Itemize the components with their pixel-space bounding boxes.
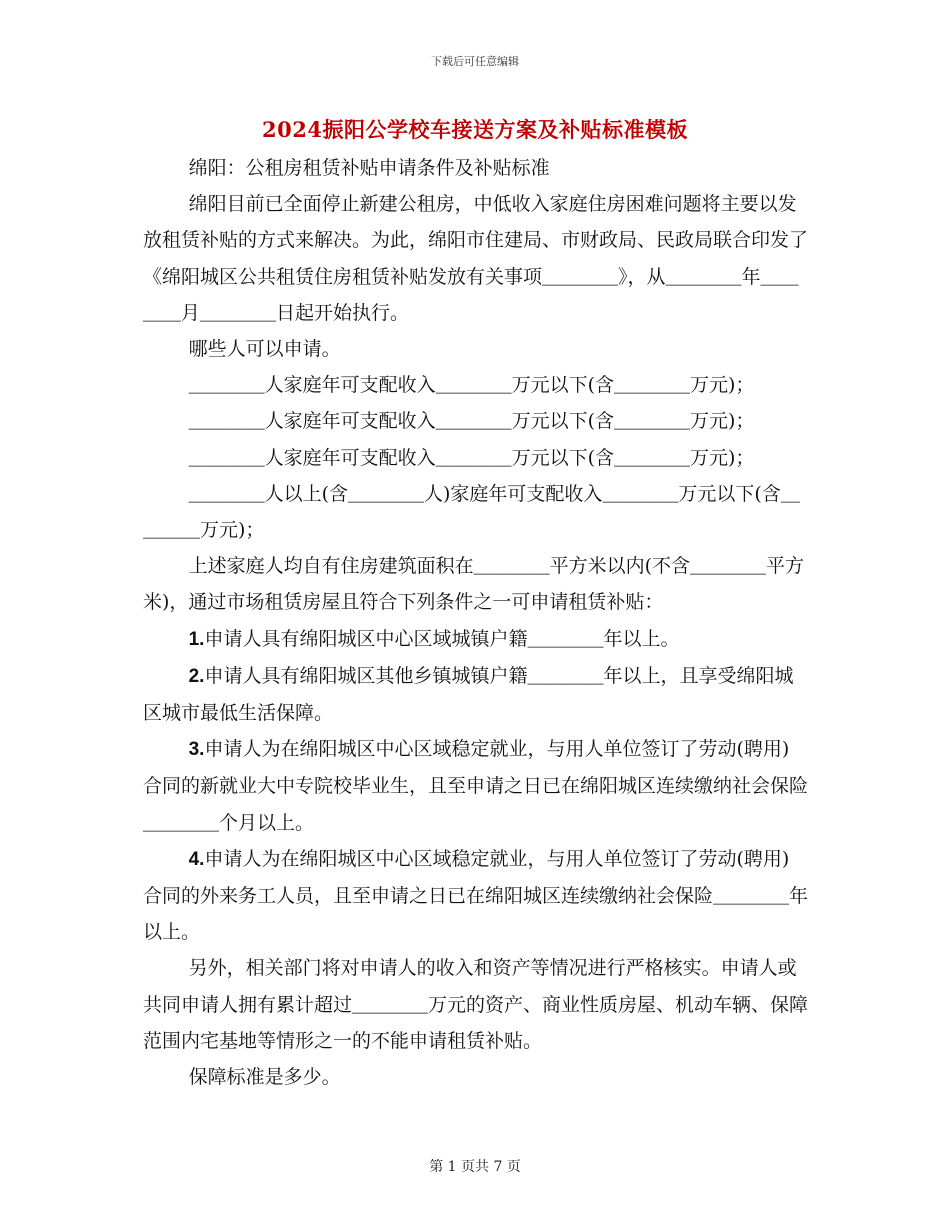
item-text: 申请人为在绵阳城区中心区域稳定就业，与用人单位签订了劳动(聘用)合同的新就业大中专院校毕业生，且至申请之日已在绵阳城区连续缴纳社会保险＿＿＿＿个月以上。	[143, 738, 809, 834]
item-text: 申请人为在绵阳城区中心区域稳定就业，与用人单位签订了劳动(聘用)合同的外来务工人员，且至申请之日已在绵阳城区连续缴纳社会保险＿＿＿＿年以上。	[143, 847, 809, 944]
paragraph-who-can-apply: 哪些人可以申请。	[188, 338, 341, 361]
paragraph-income-1: ＿＿＿＿人家庭年可支配收入＿＿＿＿万元以下(含＿＿＿＿万元)；	[188, 374, 755, 397]
list-item	[143, 731, 808, 841]
item-number: 2.	[188, 665, 205, 687]
list-item	[143, 841, 808, 951]
item-number: 3.	[188, 739, 205, 761]
item-text: 申请人具有绵阳城区中心区域城镇户籍＿＿＿＿年以上。	[204, 627, 680, 650]
document-body	[143, 150, 808, 1095]
paragraph-income-3: ＿＿＿＿人家庭年可支配收入＿＿＿＿万元以下(含＿＿＿＿万元)；	[188, 446, 755, 469]
item-text: 申请人具有绵阳城区其他乡镇城镇户籍＿＿＿＿年以上，且享受绵阳城区城市最低生活保障。	[143, 664, 794, 725]
page-footer: 第 1 页共 7 页	[429, 1159, 521, 1175]
paragraph-verification: 另外，相关部门将对申请人的收入和资产等情况进行严格核实。申请人或共同申请人拥有累计超过＿＿＿＿万元的资产、商业性质房屋、机动车辆、保障范围内宅基地等情形之一的不能申请租赁补贴。	[143, 957, 809, 1052]
item-number: 1.	[188, 628, 205, 650]
paragraph-income-2: ＿＿＿＿人家庭年可支配收入＿＿＿＿万元以下(含＿＿＿＿万元)；	[188, 410, 755, 433]
paragraph-income-4: ＿＿＿＿人以上(含＿＿＿＿人)家庭年可支配收入＿＿＿＿万元以下(含＿＿＿＿万元)；	[143, 482, 800, 542]
paragraph-subtitle: 绵阳：公租房租赁补贴申请条件及补贴标准	[188, 157, 550, 179]
paragraph-standard-question: 保障标准是多少。	[188, 1066, 341, 1089]
list-item	[143, 658, 808, 731]
list-item	[143, 621, 808, 658]
item-number: 4.	[188, 848, 205, 870]
paragraph-conditions: 上述家庭人均自有住房建筑面积在＿＿＿＿平方米以内(不含＿＿＿＿平方米)，通过市场租赁房屋且符合下列条件之一可申请租赁补贴：	[143, 555, 805, 614]
document-title: 2024振阳公学校车接送方案及补贴标准模板	[262, 117, 688, 142]
paragraph-intro: 绵阳目前已全面停止新建公租房，中低收入家庭住房困难问题将主要以发放租赁补贴的方式来解决。为此，绵阳市住建局、市财政局、民政局联合印发了《绵阳城区公共租赁住房租赁补贴发放有关事项＿＿＿＿》，从＿＿＿＿年＿＿＿＿月＿＿＿＿日起开始执行。	[143, 193, 809, 324]
header-note: 下载后可任意编辑	[431, 55, 519, 68]
